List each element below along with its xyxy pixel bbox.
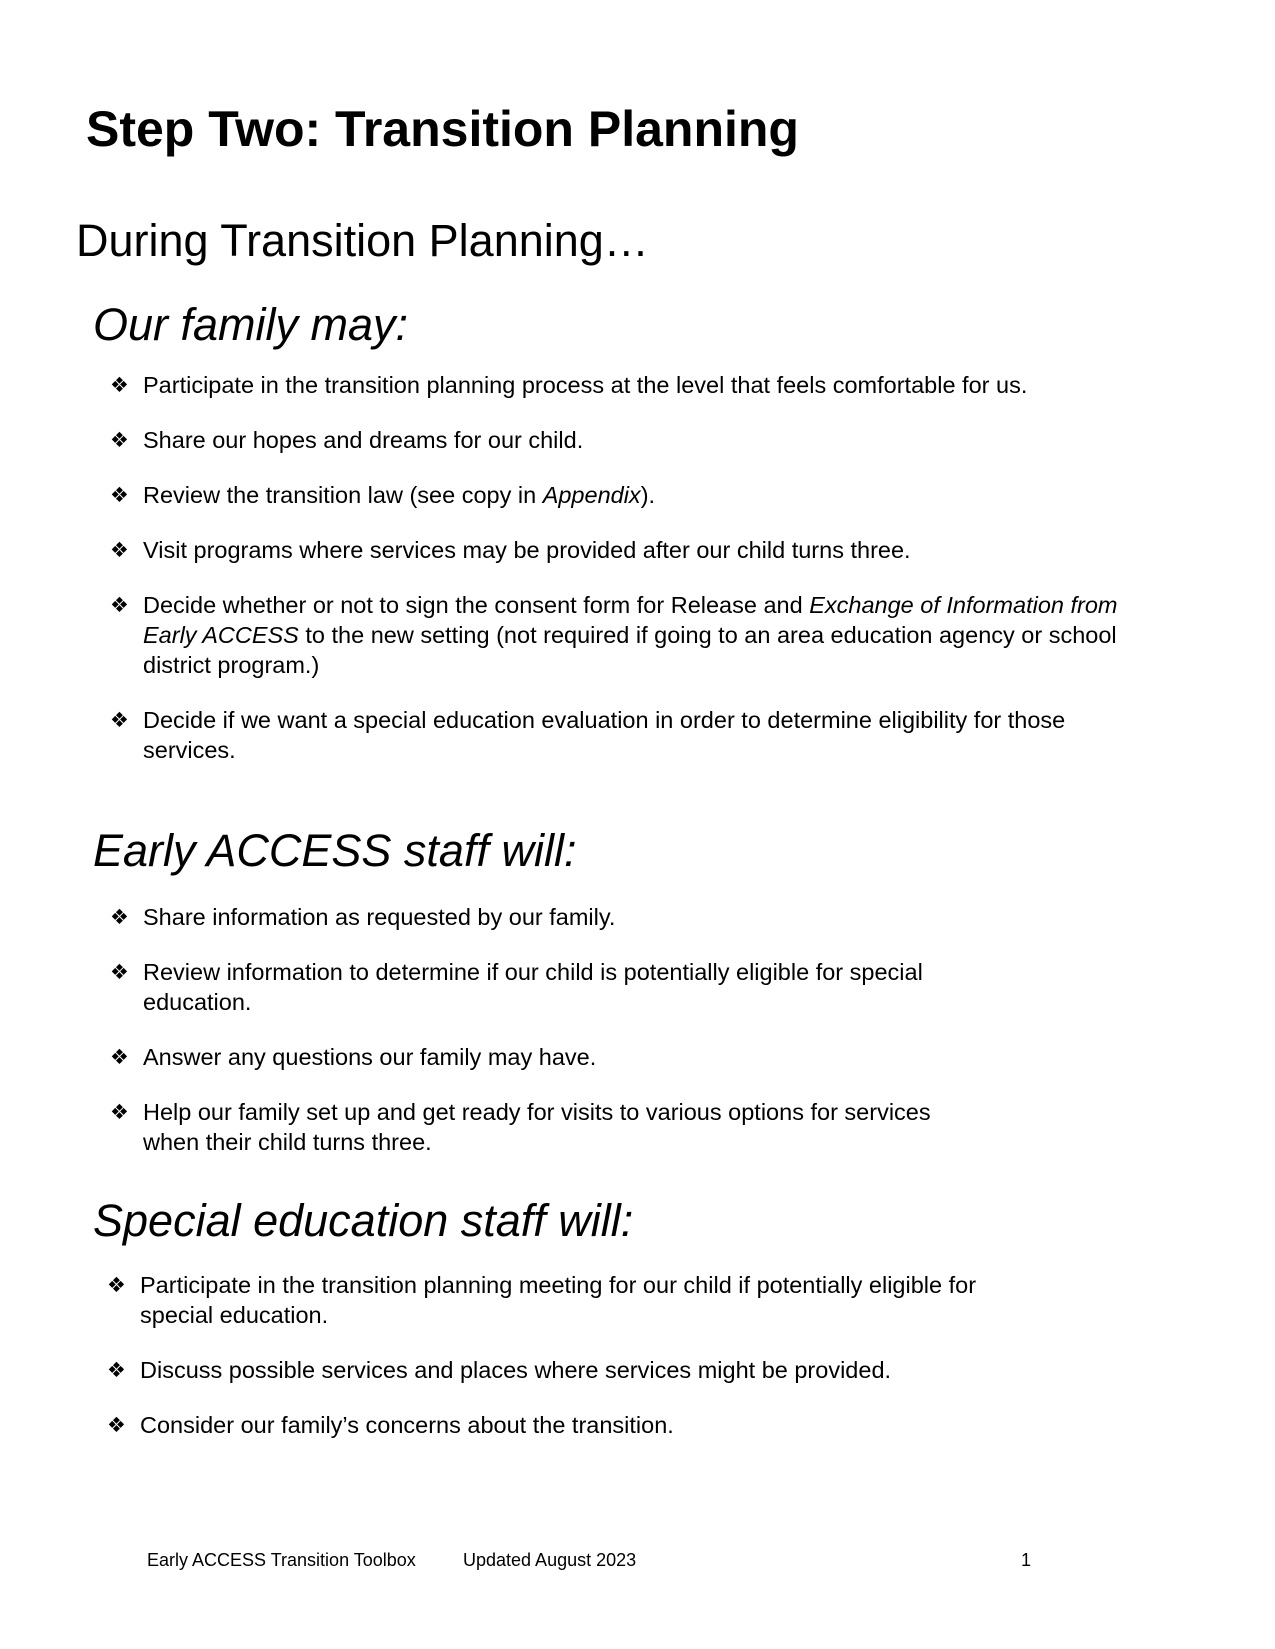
diamond-bullet-icon: ❖ xyxy=(110,1100,129,1124)
list-item xyxy=(110,370,1130,400)
bullet-text: Decide whether or not to sign the consent form for Release and Exchange of Information from Early ACCESS to the new setting (not required if going to an area education agency or school district program.) xyxy=(143,592,1118,678)
list-item xyxy=(110,425,1130,455)
section-heading-early-access-staff: Early ACCESS staff will: xyxy=(93,825,577,876)
bullet-text: Help our family set up and get ready for visits to various options for services when their child turns three. xyxy=(143,1099,931,1155)
bullet-text: Discuss possible services and places where services might be provided. xyxy=(140,1357,892,1383)
list-item xyxy=(110,480,1130,510)
footer-updated-date: Updated August 2023 xyxy=(463,1550,637,1570)
diamond-bullet-icon: ❖ xyxy=(110,708,129,732)
diamond-bullet-icon: ❖ xyxy=(107,1413,126,1437)
diamond-bullet-icon: ❖ xyxy=(107,1273,126,1297)
appendix-reference: Appendix xyxy=(542,482,641,508)
list-item xyxy=(110,1097,990,1157)
special-education-bullet-list xyxy=(107,1270,987,1465)
bullet-text: Decide if we want a special education evaluation in order to determine eligibility for those services. xyxy=(143,707,1066,763)
list-item xyxy=(107,1410,987,1440)
diamond-bullet-icon: ❖ xyxy=(110,593,129,617)
bullet-text: Review the transition law (see copy in Appendix). xyxy=(143,482,656,508)
family-bullet-list xyxy=(110,370,1130,790)
bullet-text: Consider our family’s concerns about the transition. xyxy=(140,1412,674,1438)
diamond-bullet-icon: ❖ xyxy=(110,905,129,929)
page-title: Step Two: Transition Planning xyxy=(86,101,799,157)
bullet-text: Share information as requested by our family. xyxy=(143,904,616,930)
diamond-bullet-icon: ❖ xyxy=(110,373,129,397)
bullet-text: Answer any questions our family may have. xyxy=(143,1044,597,1070)
list-item xyxy=(110,957,990,1017)
list-item xyxy=(107,1355,987,1385)
section-heading-family: Our family may: xyxy=(93,299,409,350)
footer-document-name: Early ACCESS Transition Toolbox xyxy=(147,1550,416,1570)
diamond-bullet-icon: ❖ xyxy=(107,1358,126,1382)
list-item xyxy=(107,1270,987,1330)
form-name-reference: Exchange of Information from Early ACCESS xyxy=(143,592,1118,648)
diamond-bullet-icon: ❖ xyxy=(110,960,129,984)
diamond-bullet-icon: ❖ xyxy=(110,1045,129,1069)
list-item xyxy=(110,705,1130,765)
bullet-text: Share our hopes and dreams for our child. xyxy=(143,427,584,453)
early-access-bullet-list xyxy=(110,902,990,1182)
bullet-text: Review information to determine if our child is potentially eligible for special education. xyxy=(143,959,923,1015)
bullet-text: Participate in the transition planning process at the level that feels comfortable for us. xyxy=(143,372,1028,398)
list-item xyxy=(110,535,1130,565)
bullet-text: Participate in the transition planning meeting for our child if potentially eligible for special education. xyxy=(140,1272,977,1328)
diamond-bullet-icon: ❖ xyxy=(110,538,129,562)
bullet-text: Visit programs where services may be provided after our child turns three. xyxy=(143,537,911,563)
section-heading-special-education-staff: Special education staff will: xyxy=(93,1195,634,1246)
diamond-bullet-icon: ❖ xyxy=(110,428,129,452)
footer-page-number: 1 xyxy=(1021,1550,1032,1570)
list-item xyxy=(110,590,1130,680)
diamond-bullet-icon: ❖ xyxy=(110,483,129,507)
page-subtitle: During Transition Planning… xyxy=(76,215,649,266)
list-item xyxy=(110,902,990,932)
list-item xyxy=(110,1042,990,1072)
